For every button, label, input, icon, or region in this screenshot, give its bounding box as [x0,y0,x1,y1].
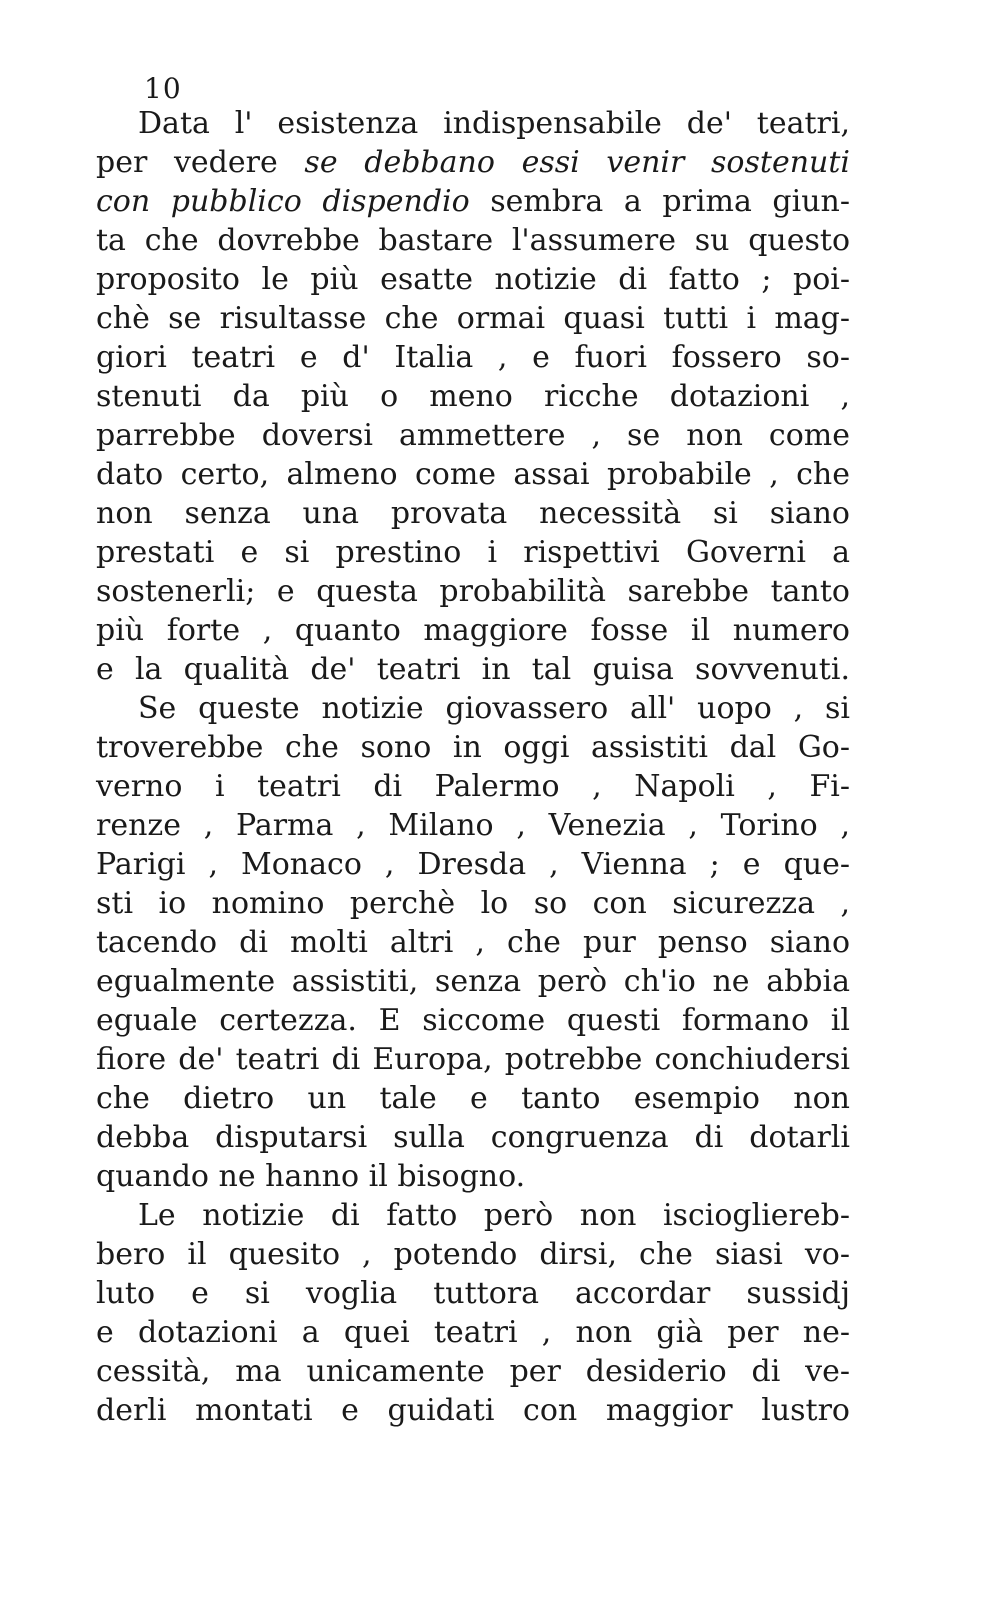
text-line [96,1352,850,1391]
text-line [96,1079,850,1118]
text-line [96,767,850,806]
text-line [96,143,850,182]
text-line [96,338,850,377]
text-segment: luto e si voglia tuttora accordar sussidj [96,1276,850,1311]
text-segment: chè se risultasse che ormai quasi tutti i mag- [96,301,850,336]
text-line [96,845,850,884]
text-line [96,806,850,845]
text-segment: Se queste notizie giovassero all' uopo , si [138,691,850,726]
text-segment: e la qualità de' teatri in tal guisa sovvenuti. [96,652,850,687]
text-segment: che dietro un tale e tanto esempio non [96,1081,850,1116]
text-line [96,377,850,416]
text-segment: dato certo, almeno come assai probabile , che [96,457,850,492]
text-segment: renze , Parma , Milano , Venezia , Torino , [96,808,850,843]
text-segment: debba disputarsi sulla congruenza di dotarli [96,1120,850,1155]
text-line [96,260,850,299]
text-line [96,1157,850,1196]
text-segment: prestati e si prestino i rispettivi Governi a [96,535,850,570]
text-line [96,689,850,728]
text-line [96,1040,850,1079]
text-segment: cessità, ma unicamente per desiderio di ve- [96,1354,850,1389]
text-line [96,1274,850,1313]
text-segment: sembra a prima giun- [469,184,851,219]
text-segment: bero il quesito , potendo dirsi, che siasi vo- [96,1237,850,1272]
italic-segment: se debbano essi venir sostenuti [304,145,850,180]
text-line [96,884,850,923]
text-segment: più forte , quanto maggiore fosse il numero [96,613,850,648]
text-line [96,455,850,494]
text-line [96,962,850,1001]
text-line [96,1196,850,1235]
body-text [96,104,850,1430]
text-line [96,923,850,962]
text-line [96,611,850,650]
text-line [96,416,850,455]
text-line [96,494,850,533]
text-line [96,182,850,221]
text-line [96,533,850,572]
text-segment: tacendo di molti altri , che pur penso siano [96,925,850,960]
page-number: 10 [144,72,182,105]
text-line [96,104,850,143]
text-segment: non senza una provata necessità si siano [96,496,850,531]
text-line [96,1313,850,1352]
text-segment: giori teatri e d' Italia , e fuori fossero so- [96,340,850,375]
text-segment: Parigi , Monaco , Dresda , Vienna ; e que- [96,847,850,882]
text-segment: e dotazioni a quei teatri , non già per ne- [96,1315,850,1350]
text-segment: verno i teatri di Palermo , Napoli , Fi- [96,769,850,804]
text-segment: derli montati e guidati con maggior lustro [96,1393,850,1428]
text-segment: Le notizie di fatto però non isciogliereb- [138,1198,850,1233]
text-line [96,221,850,260]
text-line [96,299,850,338]
text-line [96,1391,850,1430]
text-segment: per vedere [96,145,305,180]
italic-segment: con pubblico dispendio [96,184,470,219]
text-line [96,1001,850,1040]
text-segment: egualmente assistiti, senza però ch'io ne abbia [96,964,850,999]
text-segment: ta che dovrebbe bastare l'assumere su questo [96,223,850,258]
text-segment: fiore de' teatri di Europa, potrebbe conchiudersi [96,1042,850,1077]
text-line [96,650,850,689]
text-segment: Data l' esistenza indispensabile de' teatri, [138,106,850,141]
text-segment: proposito le più esatte notizie di fatto ; poi- [96,262,850,297]
text-line [96,572,850,611]
text-line [96,728,850,767]
text-segment: sti io nomino perchè lo so con sicurezza , [96,886,850,921]
text-segment: stenuti da più o meno ricche dotazioni , [96,379,850,414]
text-segment: quando ne hanno il bisogno. [96,1159,526,1194]
text-segment: parrebbe doversi ammettere , se non come [96,418,850,453]
text-line [96,1235,850,1274]
text-line [96,1118,850,1157]
text-segment: eguale certezza. E siccome questi formano il [96,1003,850,1038]
text-segment: troverebbe che sono in oggi assistiti dal Go- [96,730,850,765]
text-segment: sostenerli; e questa probabilità sarebbe tanto [96,574,850,609]
